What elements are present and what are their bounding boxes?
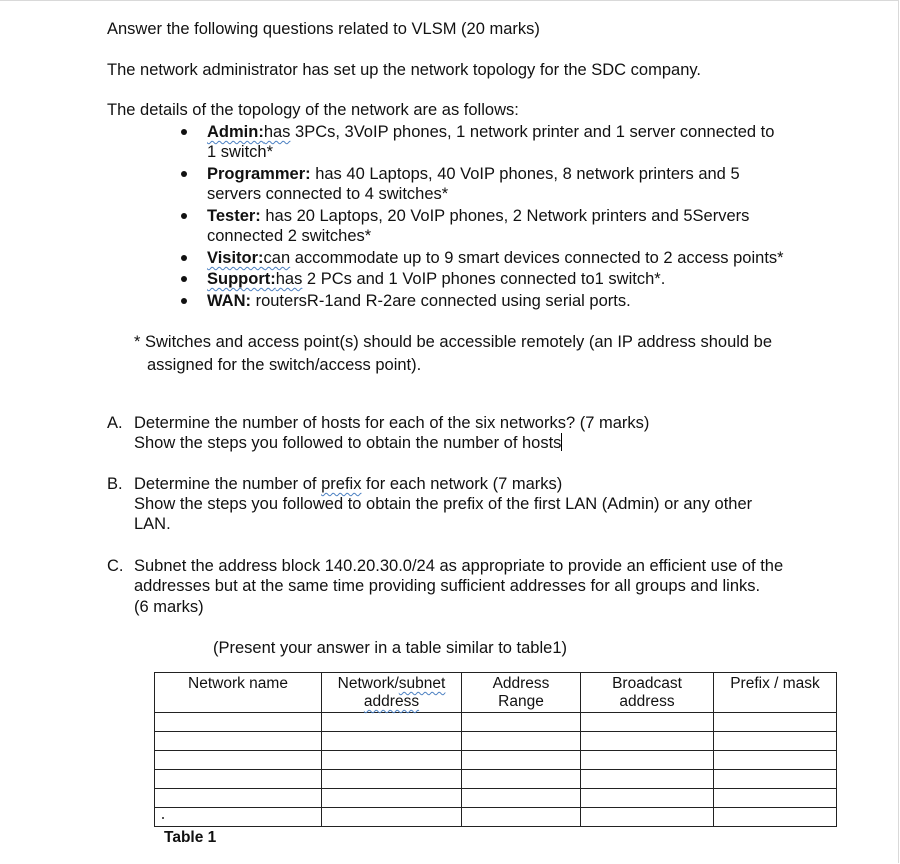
table-row — [155, 789, 837, 808]
intro-paragraph: The network administrator has set up the network topology for the SDC company. — [107, 61, 701, 79]
answer-table — [154, 672, 837, 827]
list-item-visitor — [207, 248, 784, 268]
list-item-admin — [207, 122, 774, 142]
bullet — [181, 255, 187, 261]
bullet — [181, 298, 187, 304]
column-header-text-part: subnet — [398, 675, 446, 692]
details-intro: The details of the topology of the network are as follows: — [107, 101, 519, 119]
question-b-steps: Show the steps you followed to obtain the prefix of the first LAN (Admin) or any other — [134, 495, 753, 513]
table-cell[interactable] — [155, 808, 322, 827]
table-cell[interactable] — [155, 789, 322, 808]
table-cell[interactable] — [462, 732, 581, 751]
table-cell[interactable] — [462, 770, 581, 789]
table-cell[interactable] — [581, 751, 714, 770]
network-label: WAN: — [207, 292, 251, 310]
network-text: has — [275, 270, 303, 288]
table-cell[interactable] — [322, 770, 462, 789]
table-caption: Table 1 — [164, 829, 217, 846]
table-cell[interactable] — [714, 751, 837, 770]
table-cell[interactable] — [155, 732, 322, 751]
table-header-row — [155, 673, 837, 713]
list-item-programmer — [207, 164, 740, 184]
network-text: can — [263, 249, 291, 267]
table-row — [155, 808, 837, 827]
column-header-text: Prefix / mask — [730, 675, 820, 692]
assignment-heading: Answer the following questions related to VLSM (20 marks) — [107, 20, 540, 38]
table-cell[interactable] — [714, 732, 837, 751]
table-cell[interactable] — [581, 770, 714, 789]
list-item-tester-cont: connected 2 switches* — [207, 227, 372, 245]
table-cell[interactable] — [155, 713, 322, 732]
table-row — [155, 751, 837, 770]
question-letter: A. — [107, 414, 123, 432]
question-a-steps-text: Show the steps you followed to obtain the number of hosts — [134, 434, 562, 452]
column-header — [155, 673, 322, 713]
network-text: 2 PCs and 1 VoIP phones connected to1 switch*. — [302, 270, 666, 288]
column-header-text: Address — [492, 675, 550, 692]
network-label: Visitor: — [207, 249, 264, 267]
table-cell[interactable] — [714, 713, 837, 732]
network-text: has — [263, 123, 291, 141]
table-cell[interactable] — [322, 789, 462, 808]
table-cell[interactable] — [322, 751, 462, 770]
list-item-programmer-cont: servers connected to 4 switches* — [207, 185, 449, 203]
column-header — [322, 673, 462, 713]
list-item-wan — [207, 291, 631, 311]
table-cell[interactable] — [322, 808, 462, 827]
list-item-tester — [207, 206, 749, 226]
table-cell[interactable] — [462, 789, 581, 808]
network-label: Support: — [207, 270, 276, 288]
network-text: routersR-1and R-2are connected using serial ports. — [251, 292, 631, 310]
table-cell[interactable] — [322, 732, 462, 751]
question-a-steps — [134, 433, 562, 453]
table-cell[interactable] — [462, 713, 581, 732]
list-item-admin-cont: 1 switch* — [207, 143, 274, 161]
table-cell[interactable] — [581, 713, 714, 732]
table-cell[interactable] — [714, 789, 837, 808]
table-cell[interactable] — [322, 713, 462, 732]
table-cell[interactable] — [714, 808, 837, 827]
column-header — [581, 673, 714, 713]
question-b-text-part: Determine the number of — [134, 475, 322, 493]
column-header-text: Range — [498, 693, 544, 710]
table-cell[interactable] — [581, 789, 714, 808]
column-header — [462, 673, 581, 713]
table-row — [155, 770, 837, 789]
network-label: Tester: — [207, 207, 261, 225]
table-cell[interactable] — [581, 732, 714, 751]
network-text: has 40 Laptops, 40 VoIP phones, 8 network printers and 5 — [310, 165, 740, 183]
network-label: Admin: — [207, 123, 264, 141]
table-instruction: (Present your answer in a table similar to table1) — [213, 639, 567, 657]
footnote-line: * Switches and access point(s) should be accessible remotely (an IP address should be — [134, 333, 773, 351]
column-header-text: Broadcast — [612, 675, 682, 692]
footnote-line: assigned for the switch/access point). — [147, 356, 422, 374]
question-a-text: Determine the number of hosts for each of the six networks? (7 marks) — [134, 414, 650, 432]
question-letter: C. — [107, 557, 124, 575]
question-b-steps: LAN. — [134, 515, 171, 533]
column-header-text: address — [363, 693, 420, 710]
table-cell[interactable] — [462, 751, 581, 770]
table-cell[interactable] — [714, 770, 837, 789]
network-text: 3PCs, 3VoIP phones, 1 network printer and 1 server connected to — [290, 123, 775, 141]
question-c-text: Subnet the address block 140.20.30.0/24 as appropriate to provide an efficient use of the — [134, 557, 784, 575]
bullet — [181, 276, 187, 282]
text-cursor — [561, 433, 562, 451]
network-label: Programmer: — [207, 165, 311, 183]
column-header-text: Network name — [188, 675, 288, 692]
table-row — [155, 713, 837, 732]
question-b-text — [134, 474, 562, 494]
network-text: has 20 Laptops, 20 VoIP phones, 2 Network printers and 5Servers — [260, 207, 750, 225]
list-item-support — [207, 269, 665, 289]
bullet — [181, 129, 187, 135]
network-text: accommodate up to 9 smart devices connected to 2 access points* — [290, 249, 784, 267]
column-header-text: address — [619, 693, 675, 710]
column-header-text — [322, 675, 461, 693]
question-c-marks: (6 marks) — [134, 598, 204, 616]
column-header-text-part: Network/ — [337, 675, 399, 692]
paragraph-mark — [162, 817, 164, 819]
column-header — [714, 673, 837, 713]
table-row — [155, 732, 837, 751]
table-cell[interactable] — [155, 751, 322, 770]
question-b-text-part: prefix — [321, 475, 362, 493]
question-b-text-part: for each network (7 marks) — [361, 475, 563, 493]
table-cell[interactable] — [581, 808, 714, 827]
bullet — [181, 213, 187, 219]
table-cell[interactable] — [462, 808, 581, 827]
question-letter: B. — [107, 475, 123, 493]
question-c-text: addresses but at the same time providing sufficient addresses for all groups and links. — [134, 577, 761, 595]
bullet — [181, 171, 187, 177]
table-cell[interactable] — [155, 770, 322, 789]
